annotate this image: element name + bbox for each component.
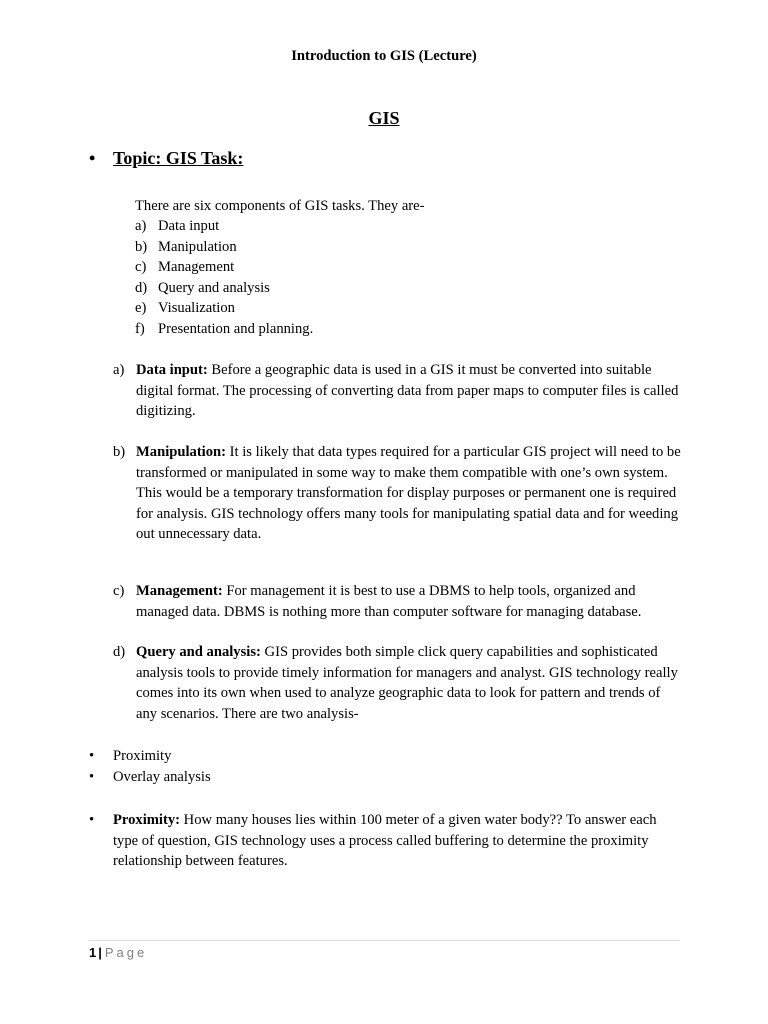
section-text xyxy=(136,581,683,622)
section-management xyxy=(113,581,683,622)
page-number: 1 xyxy=(89,945,97,960)
section-body: Before a geographic data is used in a GIS it must be converted into suitable digital format. The processing of converting data from paper maps to computer files is called digitizing. xyxy=(136,362,679,419)
components-list xyxy=(135,216,695,339)
section-letter: c) xyxy=(113,583,125,599)
page-footer xyxy=(89,943,147,964)
topic-text: Topic: GIS Task: xyxy=(113,148,244,168)
list-letter: a) xyxy=(135,218,147,234)
proximity-text xyxy=(113,810,683,872)
list-item xyxy=(135,216,695,237)
bullet-icon: • xyxy=(89,812,95,828)
components-intro: There are six components of GIS tasks. They are- xyxy=(135,198,425,214)
section-term: Manipulation: xyxy=(136,444,227,460)
list-letter: e) xyxy=(135,300,147,316)
section-body: GIS provides both simple click query capabilities and sophisticated analysis tools to provide timely information for managers and analyst. GIS technology really comes into its own when used to analyze geographic data to look for pattern and trends of any scenarios. There are two analysis- xyxy=(136,644,678,722)
list-letter: b) xyxy=(135,238,148,255)
document-title: GIS xyxy=(368,108,400,128)
section-term: Data input: xyxy=(136,362,208,378)
list-text: Management xyxy=(158,259,235,275)
section-letter: a) xyxy=(113,362,125,378)
analysis-type-item xyxy=(89,767,683,788)
section-text xyxy=(136,642,683,724)
section-letter: d) xyxy=(113,644,126,660)
bullet-icon: • xyxy=(89,748,95,764)
list-text: Data input xyxy=(158,218,220,234)
list-letter: f) xyxy=(135,320,145,337)
section-letter: b) xyxy=(113,444,126,460)
list-letter: c) xyxy=(135,259,147,275)
list-item xyxy=(135,257,695,278)
proximity-body: How many houses lies within 100 meter of a given water body?? To answer each type of question, GIS technology uses a process called buffering to determine the proximity relationship between features. xyxy=(113,812,657,869)
bullet-icon: • xyxy=(89,148,96,168)
list-letter: d) xyxy=(135,279,148,296)
section-term: Query and analysis: xyxy=(136,644,261,660)
page-label: Page xyxy=(104,945,148,960)
analysis-type-item xyxy=(89,746,683,767)
proximity-paragraph xyxy=(89,810,683,872)
header-title: Introduction to GIS (Lecture) xyxy=(291,48,477,64)
list-item xyxy=(135,237,695,258)
list-text: Presentation and planning. xyxy=(158,320,314,337)
analysis-type-text: Proximity xyxy=(113,748,172,764)
section-text xyxy=(136,360,683,422)
list-text: Visualization xyxy=(158,300,235,316)
proximity-term: Proximity: xyxy=(113,812,181,828)
list-item xyxy=(135,319,695,340)
section-data-input xyxy=(113,360,683,422)
list-text: Manipulation xyxy=(158,238,237,255)
analysis-type-text: Overlay analysis xyxy=(113,769,211,785)
section-text xyxy=(136,442,683,545)
footer-separator: | xyxy=(98,945,102,960)
section-query-analysis xyxy=(113,642,683,724)
section-term: Management: xyxy=(136,583,223,599)
bullet-icon: • xyxy=(89,769,95,785)
section-manipulation xyxy=(113,442,683,545)
section-body: For management it is best to use a DBMS to help tools, organized and managed data. DBMS is nothing more than computer software for managing database. xyxy=(136,583,642,620)
list-text: Query and analysis xyxy=(158,279,270,296)
list-item xyxy=(135,278,695,299)
footer-divider xyxy=(89,940,680,941)
section-body: It is likely that data types required for a particular GIS project will need to be transformed or manipulated in some way to make them compatible with one’s own system. This would be a temporary transformation for display purposes or permanent one is required for analysis. GIS technology offers many tools for manipulating spatial data and for weeding out unnecessary data. xyxy=(136,444,681,542)
list-item xyxy=(135,298,695,319)
